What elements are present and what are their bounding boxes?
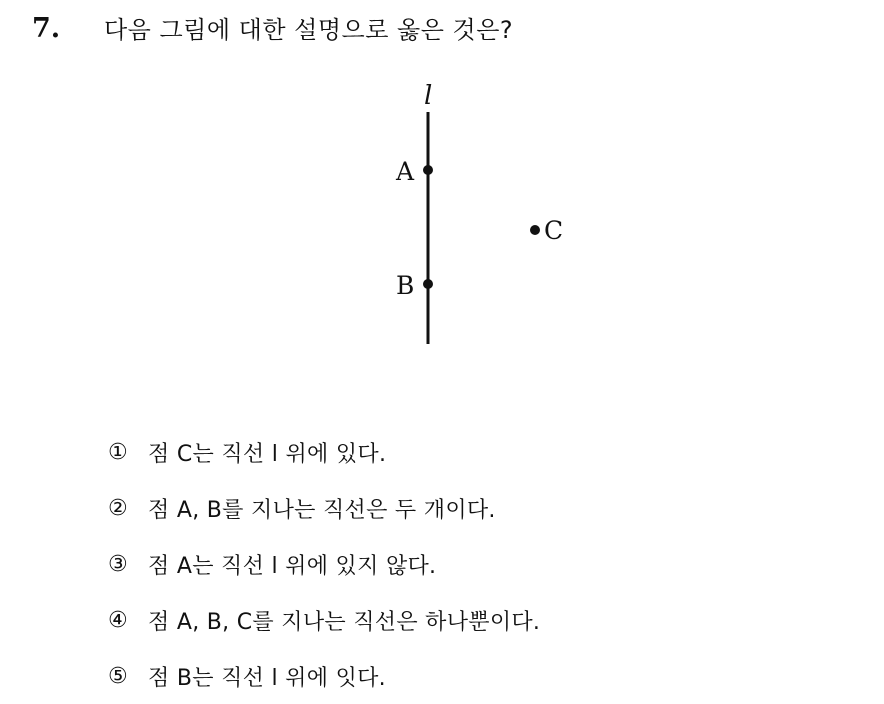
question-number: 7.	[32, 13, 61, 44]
choice-2[interactable]	[108, 480, 540, 536]
point-c-label: C	[544, 216, 564, 245]
question-prompt: 다음 그림에 대한 설명으로 옳은 것은?	[104, 16, 514, 44]
choice-text: 점 A, B, C를 지나는 직선은 하나뿐이다.	[148, 609, 541, 635]
point-a-label: A	[396, 157, 415, 186]
answer-choices	[108, 424, 540, 704]
point-a	[423, 165, 433, 175]
choice-1[interactable]	[108, 424, 540, 480]
choice-text: 점 C는 직선 l 위에 있다.	[148, 441, 387, 467]
point-b-label: B	[396, 271, 415, 300]
choice-marker: ①	[108, 439, 129, 465]
choice-marker: ②	[108, 495, 129, 521]
choice-marker: ⑤	[108, 663, 129, 689]
choice-marker: ③	[108, 551, 129, 577]
choice-5[interactable]	[108, 648, 540, 704]
choice-text: 점 A는 직선 l 위에 있지 않다.	[148, 553, 437, 579]
choice-3[interactable]	[108, 536, 540, 592]
choice-marker: ④	[108, 607, 129, 633]
choice-text: 점 A, B를 지나는 직선은 두 개이다.	[148, 497, 496, 523]
point-b	[423, 279, 433, 289]
point-c	[530, 225, 540, 235]
choice-4[interactable]	[108, 592, 540, 648]
choice-text: 점 B는 직선 l 위에 잇다.	[148, 665, 386, 691]
line-l-label: l	[424, 81, 433, 111]
